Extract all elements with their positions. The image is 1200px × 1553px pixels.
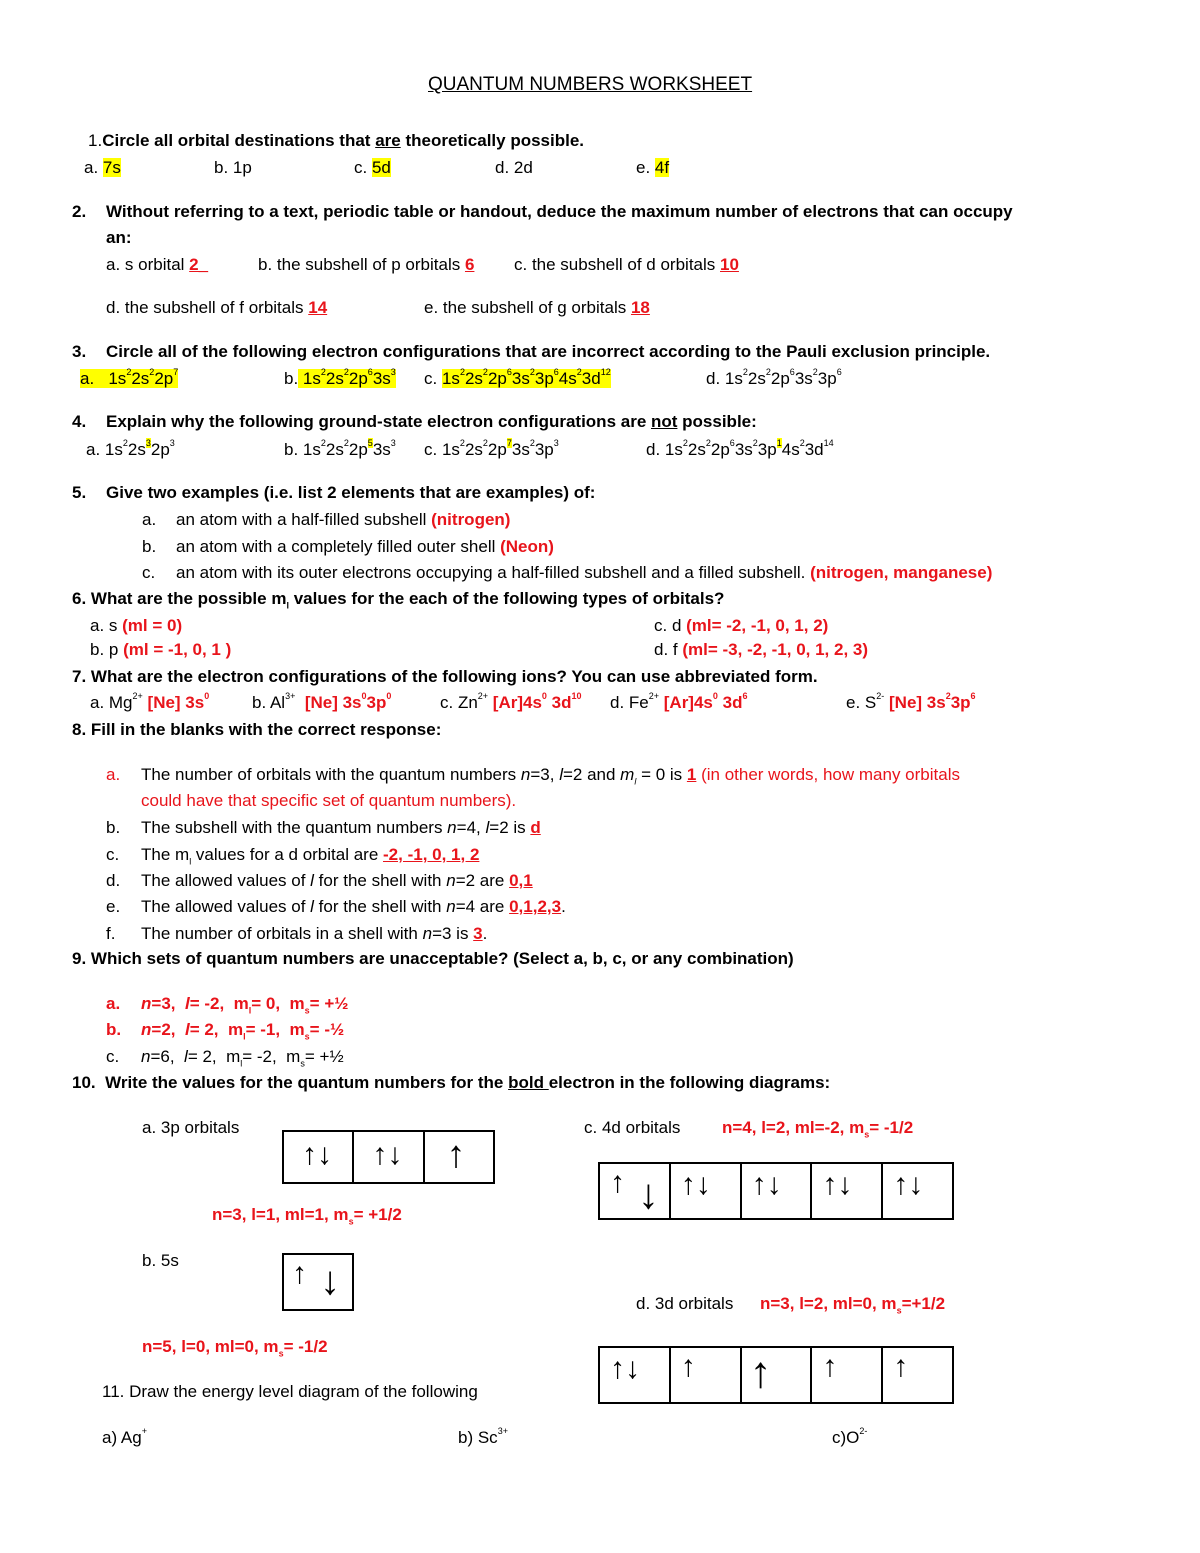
orbital-4d-1 bbox=[600, 1164, 671, 1218]
q8-b-label: b. bbox=[106, 818, 121, 837]
q8-a-label: a. bbox=[106, 765, 121, 784]
orbital-3d-2 bbox=[671, 1348, 742, 1402]
q2-item-a: a. s orbital 2_ bbox=[106, 255, 209, 274]
up-arrow-icon: ↑ bbox=[822, 1350, 838, 1383]
q9-option-c: n=6, l= 2, $m_l= -2$, $m_s=$ +½ bbox=[141, 1047, 344, 1069]
q1-text-underlined: are bbox=[375, 131, 401, 150]
q10-c-answer: n=4, l=2, ml=-2, $m_s= -1/2$ bbox=[722, 1118, 914, 1140]
q3-option-a: a. $1s^22s^22p^7$ bbox=[80, 367, 179, 388]
q6-option-d: d. f (ml= -3, -2, -1, 0, 1, 2, 3) bbox=[654, 640, 869, 659]
q9-a-label: a. bbox=[106, 994, 121, 1013]
orbital-box-5s bbox=[282, 1253, 354, 1311]
orbital-3d-4 bbox=[812, 1348, 883, 1402]
q7-option-e: e. $S^{2-}$ [Ne] $3s^23p^6$ bbox=[846, 691, 976, 712]
orbital-4d-5 bbox=[883, 1164, 952, 1218]
q6-option-a: a. s (ml = 0) bbox=[90, 616, 183, 635]
q11-option-b: b) $Sc^{3+}$ bbox=[458, 1426, 508, 1447]
orbital-box-3p bbox=[282, 1130, 495, 1184]
up-arrow-icon: ↑ bbox=[610, 1166, 625, 1199]
q1-text: Circle all orbital destinations that bbox=[102, 131, 376, 150]
q1-option-c: c. 5d bbox=[354, 158, 391, 177]
up-down-arrows-icon: ↑↓ bbox=[893, 1168, 924, 1201]
q11-text: 11. Draw the energy level diagram of the following bbox=[102, 1382, 478, 1401]
orbital-4d-4 bbox=[812, 1164, 883, 1218]
q2-item-c: c. the subshell of d orbitals 10 bbox=[514, 255, 739, 274]
q9-text: 9. Which sets of quantum numbers are unacceptable? (Select a, b, c, or any combination) bbox=[72, 949, 794, 968]
q1-option-d: d. 2d bbox=[495, 158, 533, 177]
q5-text: Give two examples (i.e. list 2 elements that are examples) of: bbox=[106, 483, 596, 502]
q3-option-d: d. $1s^22s^22p^63s^23p^6$ bbox=[706, 367, 842, 388]
bold-down-arrow-icon: ↓ bbox=[320, 1259, 340, 1303]
orbital-4d-2 bbox=[671, 1164, 742, 1218]
q5-item-c: an atom with its outer electrons occupying a half-filled subshell and a filled subshell. (nitrogen, manganese) bbox=[176, 563, 993, 582]
q5-item-a: an atom with a half-filled subshell (nitrogen) bbox=[176, 510, 511, 529]
q5-item-c-label: c. bbox=[142, 563, 156, 582]
q10-text: 10. Write the values for the quantum numbers for the bold electron in the following diagrams: bbox=[72, 1073, 831, 1092]
q8-e-label: e. bbox=[106, 897, 121, 916]
q4-option-a: a. $1s^22s^32p^3$ bbox=[86, 438, 175, 459]
q1-option-b: b. 1p bbox=[214, 158, 252, 177]
q3-number: 3. bbox=[72, 342, 87, 361]
q10-a-answer: n=3, l=1, ml=1, $m_s= +1/2$ bbox=[212, 1205, 402, 1227]
q7-option-a: a. $Mg^{2+}$ [Ne] $3s^0$ bbox=[90, 691, 210, 712]
q8-item-f: The number of orbitals in a shell with n=3 is 3. bbox=[141, 924, 488, 943]
q6-text: 6. What are the possible $m_l$ values for the each of the following types of orbitals? bbox=[72, 589, 725, 611]
q5-number: 5. bbox=[72, 483, 87, 502]
page-title: QUANTUM NUMBERS WORKSHEET bbox=[428, 74, 753, 95]
q4-option-d: d. $1s^22s^22p^63s^23p^14s^23d^{14}$ bbox=[646, 438, 834, 459]
up-down-arrows-icon: ↑↓ bbox=[372, 1138, 403, 1171]
q2-item-e: e. the subshell of g orbitals 18 bbox=[424, 298, 650, 317]
q5-item-a-label: a. bbox=[142, 510, 157, 529]
q1-number: 1. bbox=[88, 131, 103, 150]
q4-option-c: c. $1s^22s^22p^73s^23p^3$ bbox=[424, 438, 559, 459]
q3-text: Circle all of the following electron configurations that are incorrect according to the Pauli exclusion principle. bbox=[106, 342, 991, 361]
q10-b-label: b. 5s bbox=[142, 1251, 179, 1270]
orbital-3p-1 bbox=[284, 1132, 354, 1182]
up-down-arrows-icon: ↑↓ bbox=[680, 1168, 711, 1201]
q8-c-label: c. bbox=[106, 845, 120, 864]
up-arrow-icon: ↑ bbox=[292, 1257, 307, 1290]
orbital-4d-3 bbox=[742, 1164, 813, 1218]
q1-option-e: e. 4f bbox=[636, 158, 670, 177]
q4-option-b: b. $1s^22s^22p^53s^3$ bbox=[284, 438, 396, 459]
q7-option-c: c. $Zn^{2+}$ $[Ar]4s^0$ $3d^{10}$ bbox=[440, 691, 582, 712]
q2-item-b: b. the subshell of p orbitals 6 bbox=[258, 255, 475, 274]
q7-option-b: b. $Al^{3+}$ [Ne] $3s^03p^0$ bbox=[252, 691, 392, 712]
q8-item-a: The number of orbitals with the quantum numbers n=3, l=2 and $m_l = 0$ is 1 (in other words, how many orbitals bbox=[141, 765, 960, 787]
q1-option-a: a. 7s bbox=[84, 158, 121, 177]
q8-item-d: The allowed values of l for the shell with n=2 are 0,1 bbox=[141, 871, 533, 890]
orbital-box-3d bbox=[598, 1346, 954, 1404]
q8-item-e: The allowed values of l for the shell with n=4 are 0,1,2,3. bbox=[141, 897, 566, 916]
orbital-box-4d bbox=[598, 1162, 954, 1220]
q5-item-b: an atom with a completely filled outer shell (Neon) bbox=[176, 537, 554, 556]
orbital-5s bbox=[284, 1255, 352, 1309]
up-down-arrows-icon: ↑↓ bbox=[302, 1138, 332, 1171]
q10-a-label: a. 3p orbitals bbox=[142, 1118, 240, 1137]
orbital-3d-3 bbox=[742, 1348, 813, 1402]
q1-text-end: theoretically possible. bbox=[400, 131, 584, 150]
up-arrow-icon: ↑ bbox=[680, 1350, 696, 1383]
question-1 bbox=[88, 131, 584, 151]
q9-option-a: n=3, l= -2, $m_l= 0$, $m_s=$ +½ bbox=[141, 994, 349, 1016]
q10-d-label: d. 3d orbitals bbox=[636, 1294, 734, 1313]
orbital-3d-5 bbox=[883, 1348, 952, 1402]
q5-item-b-label: b. bbox=[142, 537, 157, 556]
up-down-arrows-icon: ↑↓ bbox=[751, 1168, 782, 1201]
up-down-arrows-icon: ↑↓ bbox=[822, 1168, 853, 1201]
q2-number: 2. bbox=[72, 202, 87, 221]
q10-d-answer: n=3, l=2, ml=0, $m_s=+1/2$ bbox=[760, 1294, 946, 1316]
q9-option-b: n=2, l= 2, $m_l= -1$, $m_s=$ -½ bbox=[141, 1020, 345, 1042]
orbital-3d-1 bbox=[600, 1348, 671, 1402]
q4-number: 4. bbox=[72, 412, 87, 431]
q6-option-b: b. p (ml = -1, 0, 1 ) bbox=[90, 640, 232, 659]
q11-option-c: $c)O^{2-}$ bbox=[832, 1426, 868, 1447]
up-arrow-icon: ↑ bbox=[893, 1350, 909, 1383]
q8-f-label: f. bbox=[106, 924, 116, 943]
q8-item-c: The $m_l$ values for a d orbital are -2, -1, 0, 1, 2 bbox=[141, 845, 480, 867]
q6-option-c: c. d (ml= -2, -1, 0, 1, 2) bbox=[654, 616, 829, 635]
q4-text: Explain why the following ground-state electron configurations are not possible: bbox=[106, 412, 757, 431]
q3-option-b: b. $1s^22s^22p^63s^3$ bbox=[284, 367, 396, 388]
up-down-arrows-icon: ↑↓ bbox=[610, 1352, 640, 1385]
orbital-3p-2 bbox=[354, 1132, 424, 1182]
bold-down-arrow-icon: ↓ bbox=[638, 1170, 659, 1217]
q2-text-line1: Without referring to a text, periodic table or handout, deduce the maximum number of electrons that can occupy bbox=[106, 202, 1013, 221]
q3-option-c: c. $1s^22s^22p^63s^23p^64s^23d^{12}$ bbox=[424, 367, 611, 388]
orbital-3p-3 bbox=[425, 1132, 493, 1182]
q10-c-label: c. 4d orbitals bbox=[584, 1118, 681, 1137]
q2-text-line2: an: bbox=[106, 228, 132, 247]
q8-d-label: d. bbox=[106, 871, 121, 890]
q9-c-label: c. bbox=[106, 1047, 120, 1066]
q11-option-a: a) Ag+ bbox=[102, 1426, 147, 1447]
q10-b-answer: n=5, l=0, ml=0, $m_s= -1/2$ bbox=[142, 1337, 328, 1359]
q8-text: 8. Fill in the blanks with the correct response: bbox=[72, 720, 442, 739]
q7-text: 7. What are the electron configurations of the following ions? You can use abbreviated form. bbox=[72, 667, 818, 686]
bold-up-arrow-icon: ↑ bbox=[749, 1348, 772, 1397]
bold-up-arrow-icon: ↑ bbox=[446, 1134, 466, 1176]
q8-item-b: The subshell with the quantum numbers n=4, l=2 is d bbox=[141, 818, 541, 837]
q7-option-d: d. $Fe^{2+}$ $[Ar]4s^0$ $3d^6$ bbox=[610, 691, 748, 712]
q8-item-a-line2: could have that specific set of quantum numbers). bbox=[141, 791, 517, 810]
q9-b-label: b. bbox=[106, 1020, 122, 1039]
q2-item-d: d. the subshell of f orbitals 14 bbox=[106, 298, 328, 317]
